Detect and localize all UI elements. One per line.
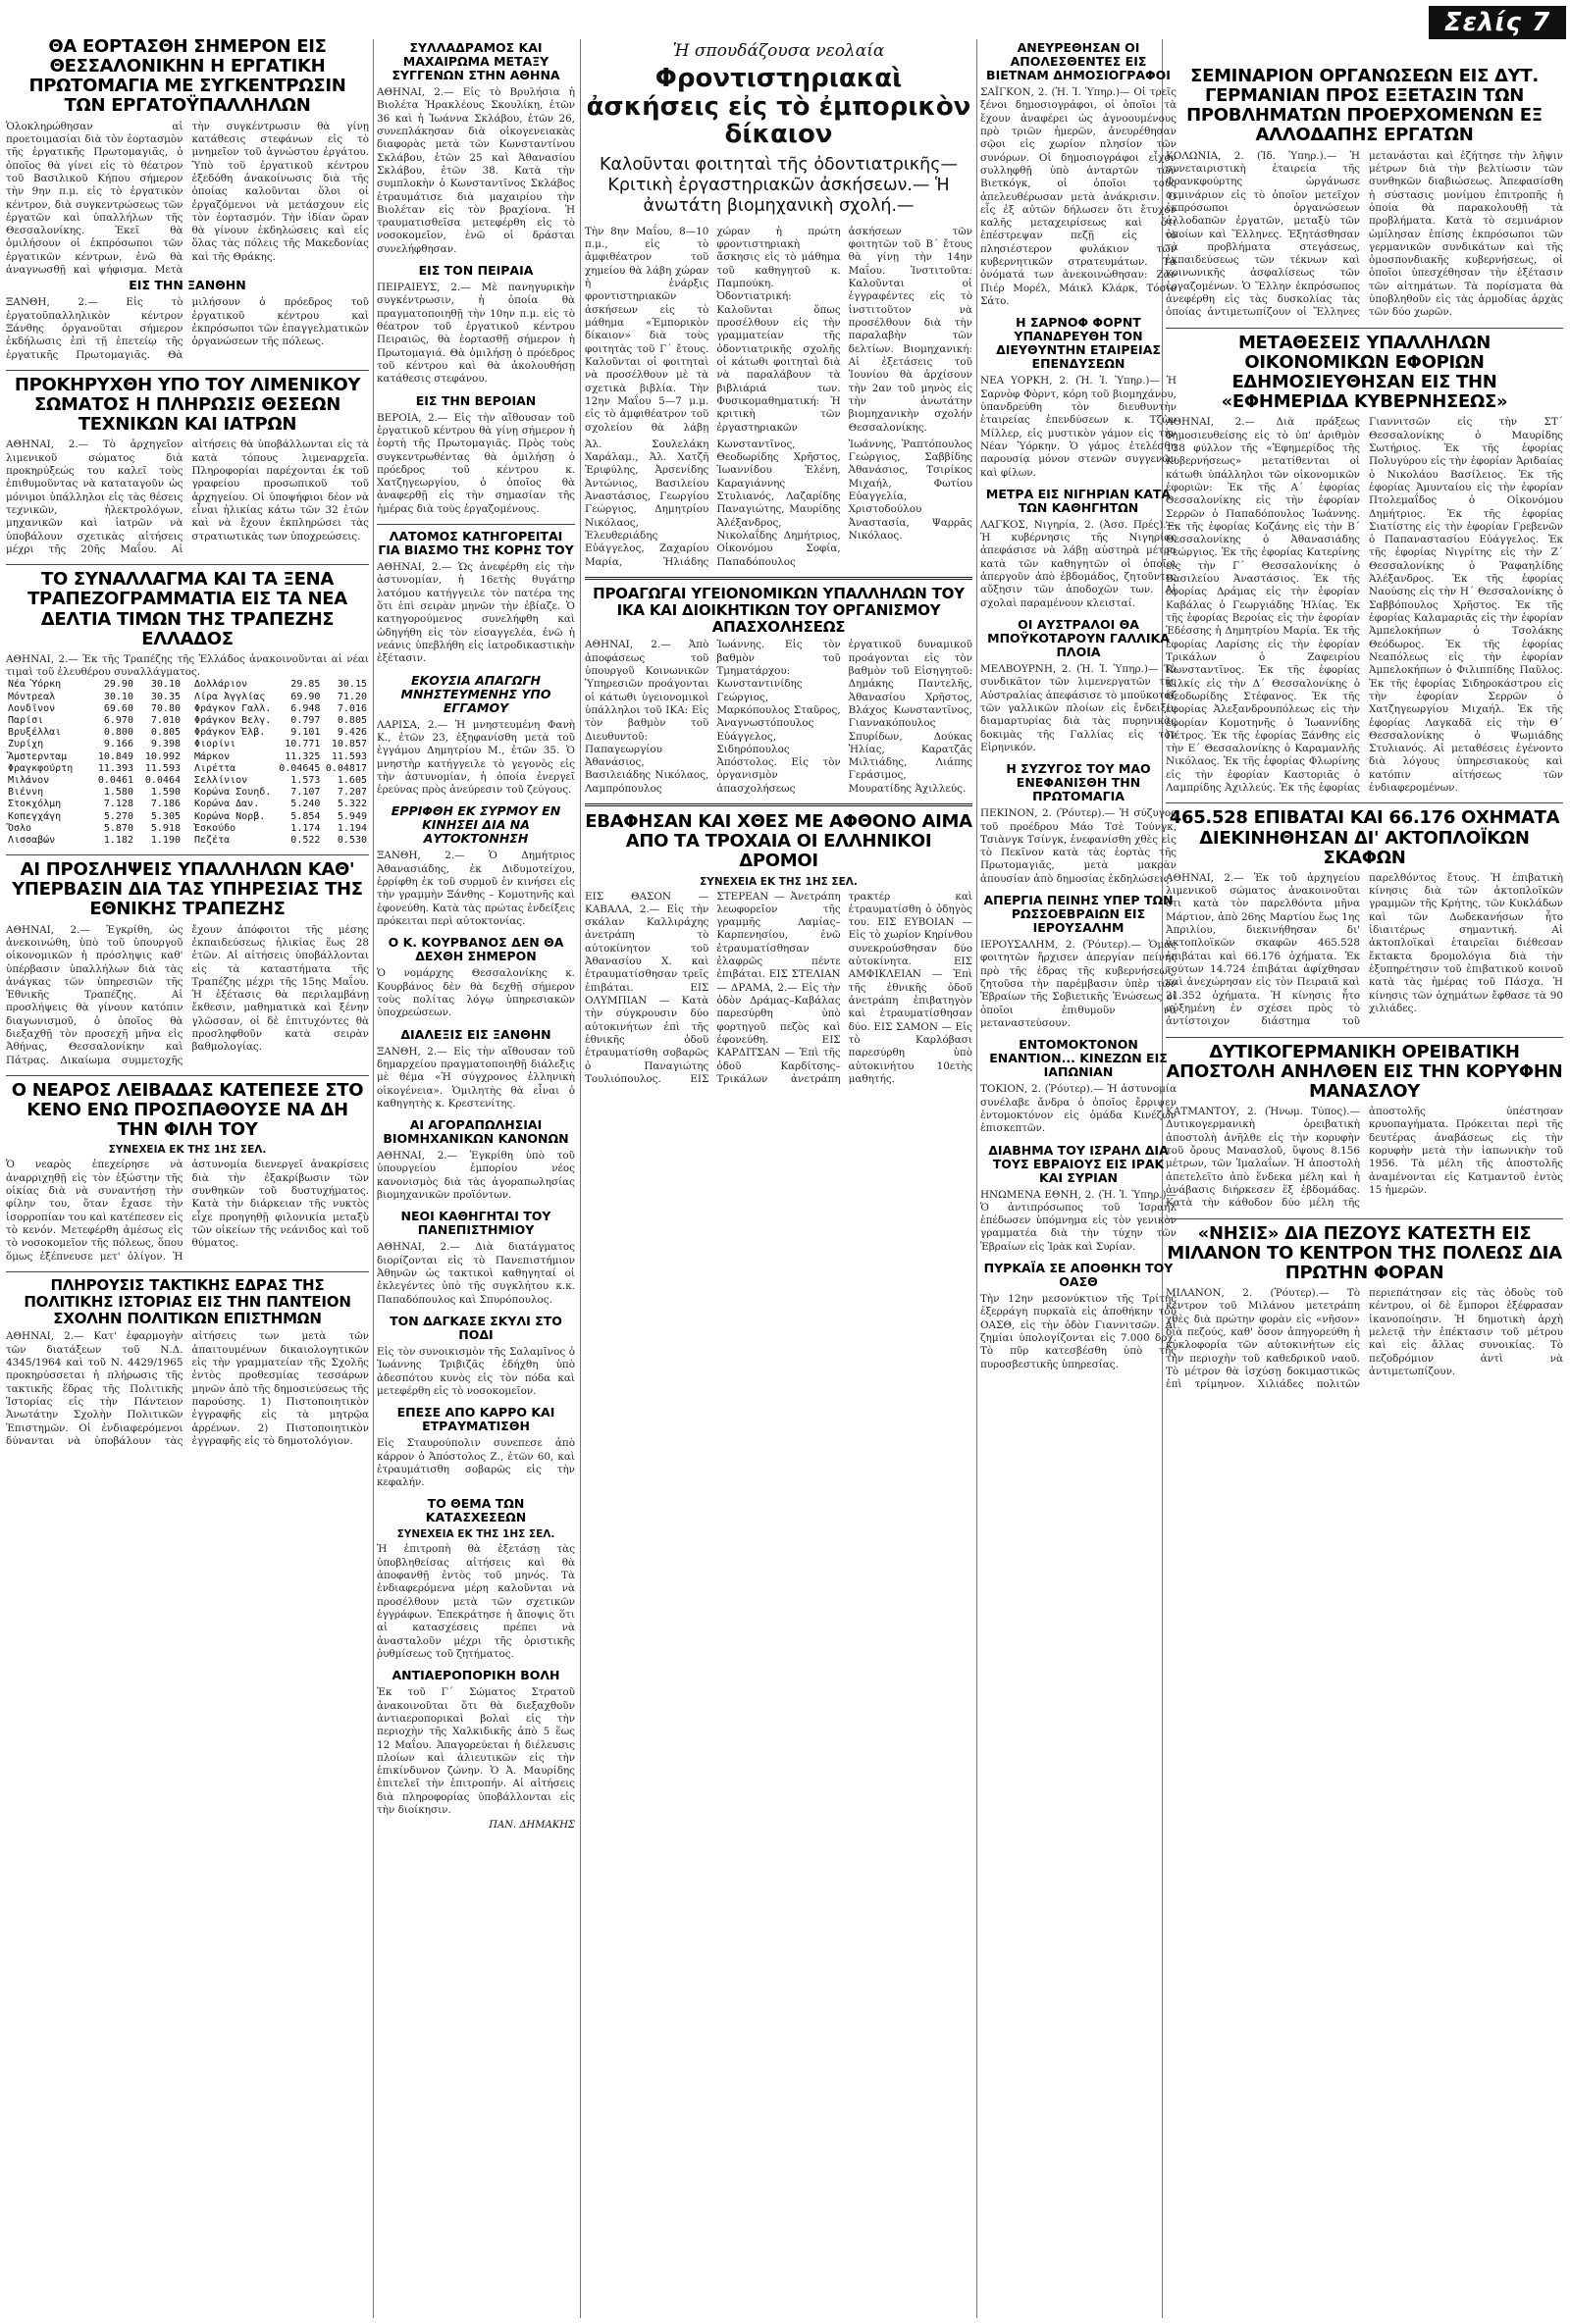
article-body: ΞΑΝΘΗ, 2.— Ὁ Δημήτριος Ἀθανασιάδης, ἐκ Διδυμοτείχου, ἐρρίφθη ἐκ τοῦ συρμοῦ ἐν κινήσει εἰς τὴν γραμμὴν Ξάνθης – Κομοτηνῆς καὶ ἐφονεύθη. Κατὰ τὰς πρώτας ἐνδείξεις πρόκειται περὶ αὐτοκτονίας. bbox=[377, 850, 575, 927]
headline: ΣΥΛΛΑΔΡΑΜΟΣ ΚΑΙ ΜΑΧΑΙΡΩΜΑ ΜΕΤΑΞΥ ΣΥΓΓΕΝΩΝ ΣΤΗΝ ΑΘΗΝΑ bbox=[392, 40, 560, 82]
currency-name: Λισσαβών bbox=[8, 834, 56, 846]
rate-value: 10.857 bbox=[331, 739, 367, 750]
headline: ΜΕΤΡΑ ΕΙΣ ΝΙΓΗΡΙΑΝ ΚΑΤΑ ΤΩΝ ΚΑΘΗΓΗΤΩΝ bbox=[985, 486, 1172, 515]
rate-value: 7.186 bbox=[150, 799, 181, 810]
headline: ΕΙΣ ΤΗΝ ΒΕΡΟΙΑΝ bbox=[415, 392, 537, 408]
currency-name: Μόντρεαλ bbox=[8, 691, 56, 702]
exchange-table-left bbox=[6, 679, 183, 847]
headline: ΕΡΡΙΦΘΗ ΕΚ ΣΥΡΜΟΥ ΕΝ ΚΙΝΗΣΕΙ ΔΙΑ ΝΑ ΑΥΤΟΚΤΟΝΗΣΗ bbox=[391, 803, 561, 847]
article-body: Εἰς τὸν συνοικισμὸν τῆς Σαλαμῖνος ὁ Ἰωάννης Τριβιζᾶς ἐδήχθη ὑπὸ ἀδεσπότου κυνὸς εἰς τὸν πόδα καὶ μετεφέρθη εἰς τὸ νοσοκομεῖον. bbox=[377, 1345, 575, 1397]
currency-name: Ἄμστερνταμ bbox=[8, 750, 68, 762]
article-tax-transfers bbox=[1166, 334, 1563, 796]
rate-value: 7.128 bbox=[103, 799, 133, 810]
headline: ΠΛΗΡΟΥΣΙΣ ΤΑΚΤΙΚΗΣ ΕΔΡΑΣ ΤΗΣ ΠΟΛΙΤΙΚΗΣ ΙΣΤΟΡΙΑΣ ΕΙΣ ΤΗΝ ΠΑΝΤΕΙΟΝ ΣΧΟΛΗΝ ΠΟΛΙΤΙΚΩΝ ΕΠΙΣΤΗΜΩΝ bbox=[24, 1275, 351, 1327]
article-road-accidents bbox=[585, 812, 972, 1086]
exchange-row bbox=[192, 679, 369, 691]
rate-value: 0.797 bbox=[290, 715, 321, 727]
article-port-corps bbox=[6, 376, 369, 556]
headline: ΠΡΟΚΗΡΥΧΘΗ ΥΠΟ ΤΟΥ ΛΙΜΕΝΙΚΟΥ ΣΩΜΑΤΟΣ Η ΠΛΗΡΩΣΙΣ ΘΕΣΕΩΝ ΤΕΧΝΙΚΩΝ ΚΑΙ ΙΑΤΡΩΝ bbox=[14, 374, 361, 436]
currency-name: Φράγκον Γαλλ. bbox=[194, 702, 272, 714]
exchange-row bbox=[6, 739, 183, 750]
rate-value: 0.530 bbox=[337, 834, 367, 846]
rate-value: 7.207 bbox=[337, 787, 367, 799]
article-japan bbox=[980, 1038, 1177, 1135]
article-industrial bbox=[377, 1118, 575, 1202]
article-body: Τὴν 8ην Μαΐου, 8—10 π.μ., εἰς τὸ ἀμφιθέατρον τοῦ χημείου θὰ λάβη χώραν ἡ ἐνάρξις φροντιστηριακῶν ἀσκήσεων εἰς τὸ μάθημα «Ἐμπορικὸν δίκαιον» διὰ τοὺς φοιτητὰς τοῦ Γ΄ ἔτους. Καλοῦνται οἱ φοιτηταὶ νὰ προσέλθουν μὲ τὰ σχετικὰ βιβλία. Τὴν 12ην Μαΐου 5—7 μ.μ. εἰς τὸ ἀμφιθέατρον τοῦ σχολείου θὰ λάβῃ χώραν ἡ πρώτη φροντιστηριακὴ ἄσκησις εἰς τὸ μάθημα τοῦ καθηγητοῦ κ. Παμπούκη. Ὀδοντιατρική: Καλοῦνται ὅπως προσέλθουν εἰς τὴν γραμματείαν τῆς ὀδοντιατρικῆς σχολῆς οἱ κάτωθι φοιτηταὶ διὰ νὰ παραλάβουν τὰ βιβλιάριά των. Φυσικομαθηματική: Ἡ κριτικὴ τῶν ἐργαστηριακῶν ἀσκήσεων τῶν φοιτητῶν τοῦ Β΄ ἔτους θὰ γίνῃ τὴν 14ην Μαΐου. Ἰνστιτοῦτα: Καλοῦνται οἱ ἐγγραφέντες εἰς τὸ ἰνστιτοῦτον νὰ προσέλθουν διὰ τὴν παραλαβὴν τῶν δελτίων. Βιομηχανική: Αἱ ἐξετάσεις τοῦ Ἰουνίου θὰ ἀρχίσουν τὴν 2αν τοῦ μηνὸς εἰς τὴν ἀνωτάτην βιομηχανικὴν σχολήν Θεσσαλονίκης. bbox=[585, 225, 972, 434]
rate-value: 10.992 bbox=[144, 750, 181, 762]
article-body: ΑΘΗΝΑΙ, 2.— Ἐγκρίθη ὑπὸ τοῦ ὑπουργείου ἐμπορίου νέος κανονισμὸς διὰ τὰς ἀγοραπωλησίας βιομηχανικῶν προϊόντων. bbox=[377, 1150, 575, 1202]
rate-value: 0.800 bbox=[103, 727, 133, 739]
headline: ΑΝΕΥΡΕΘΗΣΑΝ ΟΙ ΑΠΟΛΕΣΘΕΝΤΕΣ ΕΙΣ ΒΙΕΤΝΑΜ ΔΗΜΟΣΙΟΓΡΑΦΟΙ bbox=[986, 40, 1171, 82]
rate-value: 70.80 bbox=[150, 702, 181, 714]
article-israel bbox=[980, 1144, 1177, 1255]
rate-value: 5.305 bbox=[150, 810, 181, 822]
article-levadia bbox=[6, 1081, 369, 1264]
article-mao bbox=[980, 762, 1177, 886]
rate-value: 10.849 bbox=[97, 750, 133, 762]
continuation-label: ΣΥΝΕΧΕΙΑ ΕΚ ΤΗΣ 1ΗΣ ΣΕΛ. bbox=[700, 875, 858, 888]
currency-name: Φράγκον Ἑλβ. bbox=[194, 727, 266, 739]
exchange-row bbox=[6, 811, 183, 823]
headline: «ΝΗΣΙΣ» ΔΙΑ ΠΕΖΟΥΣ ΚΑΤΕΣΤΗ ΕΙΣ ΜΙΛΑΝΟΝ ΤΟ ΚΕΝΤΡΟΝ ΤΗΣ ΠΟΛΕΩΣ ΔΙΑ ΠΡΩΤΗΝ ΦΟΡΑΝ bbox=[1167, 1222, 1562, 1283]
article-labour-day bbox=[6, 37, 369, 362]
column-2 bbox=[377, 39, 575, 2324]
headline: ΕΝΤΟΜΟΚΤΟΝΟΝ ΕΝΑΝΤΙΟΝ... ΚΙΝΕΖΩΝ ΕΙΣ ΙΑΠΩΝΙΑΝ bbox=[989, 1037, 1168, 1080]
exchange-row bbox=[6, 679, 183, 691]
rate-value: 1.190 bbox=[150, 834, 181, 846]
article-body: ΕΙΣ ΘΑΣΟΝ — ΚΑΒΑΛΑ, 2.— Εἰς τὴν σκάλαν Καλλιράχης ἀνετράπη τὸ αὐτοκίνητον τοῦ Ἀθανασίου Χ. καὶ ἐτραυματίσθησαν τρεῖς ἐπιβάται. ΕΙΣ ΟΛΥΜΠΙΑΝ — Κατὰ τὴν σύγκρουσιν δύο αὐτοκινήτων ἐπὶ τῆς ἐθνικῆς ὁδοῦ ἐτραυματίσθη σοβαρῶς ὁ Παναγιώτης Τουλιόπουλος. ΕΙΣ ΣΤΕΡΕΑΝ — Ἀνετράπη λεωφορεῖον τῆς γραμμῆς Λαμίας–Καρπενησίου, ἐνῶ ἐτραυματίσθησαν ἐλαφρῶς πέντε ἐπιβάται. ΕΙΣ ΣΤΕΛΙΑΝ — ΔΡΑΜΑ, 2.— Εἰς τὴν ὁδὸν Δράμας–Καβάλας παρεσύρθη ὑπὸ φορτηγοῦ πεζὸς καὶ ἐφονεύθη. ΕΙΣ ΚΑΡΔΙΤΣΑΝ — Ἐπὶ τῆς ὁδοῦ Καρδίτσης–Τρικάλων ἀνετράπη τρακτέρ καὶ ἐτραυματίσθη ὁ ὁδηγὸς του. ΕΙΣ ΕΥΒΟΙΑΝ — Εἰς τὸ χωρίον Κηρίνθου συνεκρούσθησαν δύο αὐτοκίνητα. ΕΙΣ ΑΜΦΙΚΛΕΙΑΝ — Ἐπὶ τῆς ἐθνικῆς ὁδοῦ ἀνετράπη ἐπιβατηγὸν καὶ ἐτραυματίσθησαν δύο. ΕΙΣ ΣΑΜΟΝ — Εἰς τὸ Καρλόβασι παρεσύρθη ὑπὸ αὐτοκινήτου 10ετὴς μαθητής. bbox=[585, 890, 972, 1085]
currency-name: Μιλάνον bbox=[8, 774, 50, 786]
currency-name: Σελλίνιον bbox=[194, 774, 248, 786]
exchange-row bbox=[192, 775, 369, 787]
rate-value: 0.805 bbox=[337, 715, 367, 727]
article-xanthi-lecture bbox=[377, 1028, 575, 1111]
rate-value: 5.870 bbox=[103, 822, 133, 834]
rate-value: 11.393 bbox=[97, 762, 133, 774]
article-body: Εἰς Σταυρούπολιν συνεπεσε ἀπὸ κάρρον ὁ Ἀπόστολος Ζ., ἐτῶν 60, καὶ ἐτραυμάτισθη σοβαρῶς εἰς τὴν κεφαλήν. bbox=[377, 1437, 575, 1489]
byline: ΠΑΝ. ΔΗΜΑΚΗΣ bbox=[489, 1820, 575, 1832]
article-larissa bbox=[377, 674, 575, 798]
exchange-table-right bbox=[192, 679, 369, 847]
article-body: ΠΕΙΡΑΙΕΥΣ, 2.— Μὲ πανηγυρικὴν συγκέντρωσιν, ἡ ὁποία θὰ πραγματοποιηθῇ τὴν 10ην π.μ. εἰς τὸ θέατρον τοῦ ἐργατικοῦ κέντρου Πειραιῶς, θὰ ἑορτασθῇ σήμερον ἡ Πρωτομαγιά. Θὰ ὁμιλήσῃ ὁ πρόεδρος τοῦ κέντρου καὶ θὰ ἀκολουθήσῃ κατάθεσις στεφάνου. bbox=[377, 282, 575, 386]
rate-value: 0.522 bbox=[290, 834, 321, 846]
currency-name: Φραγκφούρτη bbox=[8, 762, 74, 774]
headline: ΛΑΤΟΜΟΣ ΚΑΤΗΓΟΡΕΙΤΑΙ ΓΙΑ ΒΙΑΣΜΟ ΤΗΣ ΚΟΡΗΣ ΤΟΥ bbox=[378, 529, 574, 558]
column-rule bbox=[976, 39, 977, 2318]
rate-value: 9.398 bbox=[150, 739, 181, 750]
rate-value: 5.322 bbox=[337, 799, 367, 810]
currency-name: Μάρκον bbox=[194, 750, 231, 762]
article-sarnoff bbox=[980, 316, 1177, 480]
article-body: ΑΘΗΝΑΙ, 2.— Τὸ ἀρχηγεῖον λιμενικοῦ σώματος διὰ προκηρύξεώς του καλεῖ τοὺς ἐπιθυμοῦντας νὰ καταταγοῦν ὡς μόνιμοι ὑπάλληλοι εἰς τὰς θέσεις τεχνικῶν, ἠλεκτρολόγων, μηχανικῶν καὶ ἰατρῶν νὰ ὑποβάλουν σχετικὰς αἰτήσεις μέχρι τῆς 20ῆς Μαΐου. Αἱ αἰτήσεις θὰ ὑποβάλλωνται εἰς τὰ κατὰ τόπους λιμεναρχεῖα. Πληροφορίαι παρέχονται ἐκ τοῦ γραφείου προσωπικοῦ τοῦ ἀρχηγείου. Οἱ ὑποψήφιοι δέον νὰ εἶναι ἡλικίας κάτω τῶν 32 ἐτῶν καὶ νὰ ἔχουν ἐκπληρώσει τὰς στρατιωτικὰς των ὑποχρεώσεις. bbox=[6, 439, 369, 555]
rate-value: 29.90 bbox=[103, 679, 133, 691]
article-stonecutter bbox=[377, 530, 575, 666]
exchange-row bbox=[192, 799, 369, 810]
rate-value: 5.270 bbox=[103, 810, 133, 822]
article-body: ΝΕΑ ΥΟΡΚΗ, 2. (Ἡ. Ἰ. Ὑπηρ.)— Ἡ Σαρνὸφ Φὸρντ, κόρη τοῦ βιομηχάνου, ὑπανδρεύθη τὸν διευθυντὴν ἑταιρείας ἐπενδύσεων κ. Τζὼν Μίλλερ, εἰς μυστικὸν γάμον εἰς τὴν Νέαν Ὑόρκην. Ὁ γάμος ἐτελέσθη παρουσίᾳ μόνον στενῶν συγγενῶν καὶ φίλων. bbox=[980, 375, 1177, 479]
article-body: ΚΑΤΜΑΝΤΟΥ, 2. (Ἡνωμ. Τύπος).— Δυτικογερμανικὴ ὀρειβατικὴ ἀποστολὴ ἀνῆλθε εἰς τὴν κορυφὴν τοῦ ὄρους Μανασλοῦ, ὕψους 8.156 μέτρων, τῶν Ἱμαλαΐων. Ἡ ἀποστολὴ ἀπετελεῖτο ἀπὸ ἕνδεκα μέλη καὶ ἡ ἀνάβασις διήρκεσεν ἕξ ἑβδομάδας. Κατὰ τὴν κάθοδον δύο μέλη τῆς ἀποστολῆς ὑπέστησαν κρυοπαγήματα. Πρόκειται περὶ τῆς δευτέρας ἀναβάσεως εἰς τὴν κορυφὴν μετὰ τὴν ἰαπωνικὴν τοῦ 1956. Τὰ μέλη τῆς ἀποστολῆς ἀναμένονται εἰς Κατμαντοῦ ἐντὸς 15 ἡμερῶν. bbox=[1166, 1106, 1563, 1210]
rate-value: 9.101 bbox=[290, 727, 321, 739]
rate-value: 1.194 bbox=[337, 822, 367, 834]
headline: ΤΟ ΘΕΜΑ ΤΩΝ ΚΑΤΑΣΧΕΣΕΩΝ bbox=[425, 1496, 527, 1525]
rate-value: 0.0464 bbox=[144, 774, 181, 786]
currency-name: Φιορίνι bbox=[194, 739, 236, 750]
currency-name: Νέα Ὑόρκη bbox=[8, 679, 62, 691]
article-dog bbox=[377, 1315, 575, 1398]
rate-value: 5.240 bbox=[290, 799, 321, 810]
article-seizures bbox=[377, 1497, 575, 1661]
feature-deck: Καλοῦνται φοιτηταὶ τῆς ὀδοντιατρικῆς— Κριτικὴ ἐργαστηριακῶν ἀσκήσεων.— Ἡ ἀνωτάτη βιομηχανικὴ σχολή.— bbox=[600, 154, 958, 217]
exchange-row bbox=[192, 787, 369, 799]
column-1 bbox=[6, 35, 369, 2324]
article-knives bbox=[377, 41, 575, 256]
rate-value: 7.016 bbox=[337, 702, 367, 714]
currency-name: Κορώνα Δαν. bbox=[194, 799, 260, 810]
article-hunger-strike bbox=[980, 894, 1177, 1030]
currency-name: Λονδῖνον bbox=[8, 702, 56, 714]
headline: ΕΚΟΥΣΙΑ ΑΠΑΓΩΓΗ ΜΝΗΣΤΕΥΜΕΝΗΣ ΥΠΟ ΕΓΓΑΜΟΥ bbox=[400, 672, 551, 715]
column-4 bbox=[980, 39, 1177, 2324]
feature-headline: Φροντιστηριακαὶ ἀσκήσεις εἰς τὸ ἐμπορικὸν δίκαιον bbox=[586, 64, 971, 150]
article-body: ΑΘΗΝΑΙ, 2.— Ἐγκρίθη, ὡς ἀνεκοινώθη, ὑπὸ τοῦ ὑπουργοῦ οἰκονομικῶν ἡ πρόσληψις καθ' ὑπέρβασιν ὑπαλλήλων διὰ τὰς ἀνάγκας τῶν ὑπηρεσιῶν τῆς Ἐθνικῆς Τραπέζης. Αἱ προσλήψεις θὰ γίνουν κατόπιν διαγωνισμοῦ, ὁ ὁποῖος θὰ διεξαχθῇ τὸν προσεχῆ μῆνα εἰς Ἀθήνας, Θεσσαλονίκην καὶ Πάτρας. Δικαίωμα συμμετοχῆς ἔχουν ἀπόφοιτοι τῆς μέσης ἐκπαιδεύσεως ἡλικίας ἕως 28 ἐτῶν. Αἱ αἰτήσεις ὑποβάλλονται εἰς τὰ καταστήματα τῆς Τραπέζης μέχρι τῆς 15ης Μαΐου. Ἡ ἐξέτασις θὰ περιλαμβάνῃ ἔκθεσιν, μαθηματικὰ καὶ ξένην γλῶσσαν, οἱ δὲ ἐπιτυχόντες θὰ προσληφθοῦν κατὰ σειρὰν βαθμολογίας. bbox=[6, 923, 369, 1066]
currency-name: Πεζέτα bbox=[194, 834, 231, 846]
article-bank-hiring bbox=[6, 860, 369, 1067]
article-train bbox=[377, 804, 575, 928]
exchange-row bbox=[192, 835, 369, 847]
article-panteios bbox=[6, 1277, 369, 1448]
exchange-row bbox=[192, 763, 369, 775]
headline: ΕΠΕΣΕ ΑΠΟ ΚΑΡΡΟ ΚΑΙ ΕΤΡΑΥΜΑΤΙΣΘΗ bbox=[396, 1405, 555, 1434]
rate-value: 5.949 bbox=[337, 810, 367, 822]
continuation-label: ΣΥΝΕΧΕΙΑ ΕΚ ΤΗΣ 1ΗΣ ΣΕΛ. bbox=[396, 1528, 555, 1541]
headline: ΕΙΣ ΤΟΝ ΠΕΙΡΑΙΑ bbox=[418, 263, 534, 279]
article-body: Τὴν 12ην μεσονύκτιον τῆς Τρίτης ἐξερράγη πυρκαϊὰ εἰς ἀποθήκην τοῦ ΟΑΣΘ, εἰς τὴν ὁδὸν Γιαννιτσῶν. Αἱ ζημίαι ὑπολογίζονται εἰς 7.000 δρχ. Τὸ πῦρ κατεσβέσθη ὑπὸ τῆς πυροσβεστικῆς ὑπηρεσίας. bbox=[980, 1293, 1177, 1370]
rate-value: 6.948 bbox=[290, 702, 321, 714]
article-cart bbox=[377, 1406, 575, 1489]
rate-value: 30.35 bbox=[150, 691, 181, 702]
rate-value: 30.10 bbox=[150, 679, 181, 691]
headline: Η ΣΑΡΝΟΦ ΦΟΡΝΤ ΥΠΑΝΔΡΕΥΘΗ ΤΟΝ ΔΙΕΥΘΥΝΤΗΝ ΕΤΑΙΡΕΙΑΣ ΕΠΕΝΔΥΣΕΩΝ bbox=[996, 315, 1161, 372]
rate-value: 11.325 bbox=[285, 750, 321, 762]
currency-name: Στοκχόλμη bbox=[8, 799, 62, 810]
exchange-row bbox=[6, 763, 183, 775]
rate-value: 71.20 bbox=[337, 691, 367, 702]
exchange-row bbox=[6, 823, 183, 835]
exchange-row bbox=[192, 811, 369, 823]
rate-value: 0.04645 bbox=[279, 762, 321, 774]
rate-value: 11.593 bbox=[331, 750, 367, 762]
headline: Η ΣΥΖΥΓΟΣ ΤΟΥ ΜΑΟ ΕΝΕΦΑΝΙΣΘΗ ΤΗΝ ΠΡΩΤΟΜΑΓΙΑ bbox=[1006, 761, 1151, 804]
headline: ΑΝΤΙΑΕΡΟΠΟΡΙΚΗ ΒΟΛΗ bbox=[392, 1668, 560, 1683]
article-body: Ὁ νομάρχης Θεσσαλονίκης κ. Κουρβάνος δὲν θὰ δεχθῇ σήμερον τοὺς πολίτας λόγῳ ὑπηρεσιακῶν ὑποχρεώσεων. bbox=[377, 967, 575, 1019]
column-5 bbox=[1166, 65, 1563, 2324]
article-manaslu bbox=[1166, 1043, 1563, 1211]
headline: Ο Κ. ΚΟΥΡΒΑΝΟΣ ΔΕΝ ΘΑ ΔΕΧΘΗ ΣΗΜΕΡΟΝ bbox=[388, 935, 564, 964]
exchange-row bbox=[192, 727, 369, 739]
rate-value: 7.010 bbox=[150, 715, 181, 727]
exchange-rate-tables bbox=[6, 679, 369, 847]
rate-value: 7.107 bbox=[290, 787, 321, 799]
article-fire bbox=[980, 1262, 1177, 1371]
headline: ΕΒΑΦΗΣΑΝ ΚΑΙ ΧΘΕΣ ΜΕ ΑΦΘΟΝΟ ΑΙΜΑ ΑΠΟ ΤΑ ΤΡΟΧΑΙΑ ΟΙ ΕΛΛΗΝΙΚΟΙ ΔΡΟΜΟΙ bbox=[585, 811, 972, 872]
article-body: ΞΑΝΘΗ, 2.— Εἰς τὴν αἴθουσαν τοῦ δημαρχείου πραγματοποιηθῇ διάλεξις μὲ θέμα «Ἡ σύγχρονος ἑλληνικὴ οἰκογένεια». Ὁμιλητὴς θὰ εἶναι ὁ καθηγητὴς κ. Κρεστενίτης. bbox=[377, 1045, 575, 1110]
headline: ΣΕΜΙΝΑΡΙΟΝ ΟΡΓΑΝΩΣΕΩΝ ΕΙΣ ΔΥΤ. ΓΕΡΜΑΝΙΑΝ ΠΡΟΣ ΕΞΕΤΑΣΙΝ ΤΩΝ ΠΡΟΒΛΗΜΑΤΩΝ ΠΡΟΕΡΧΟΜΕΝΩΝ ΕΞ ΑΛΛΟΔΑΠΗΣ ΕΡΓΑΤΩΝ bbox=[1186, 66, 1543, 146]
headline: ΘΑ ΕΟΡΤΑΣΘΗ ΣΗΜΕΡΟΝ ΕΙΣ ΘΕΣΣΑΛΟΝΙΚΗΝ Η ΕΡΓΑΤΙΚΗ ΠΡΩΤΟΜΑΓΙΑ ΜΕ ΣΥΓΚΕΝΤΡΩΣΙΝ ΤΩΝ ΕΡΓΑΤΟΫΠΑΛΛΗΛΩΝ bbox=[28, 36, 346, 117]
currency-name: Λιρέττα bbox=[194, 762, 236, 774]
rate-value: 30.15 bbox=[337, 679, 367, 691]
currency-name: Κορώνα Σουηδ. bbox=[194, 787, 272, 799]
rate-value: 69.90 bbox=[290, 691, 321, 702]
rate-value: 0.04817 bbox=[325, 762, 367, 774]
rate-value: 11.593 bbox=[144, 762, 181, 774]
article-body: ΑΘΗΝΑΙ, 2.— Ἀπὸ ἀποφάσεως τοῦ ὑπουργοῦ Κοινωνικῶν Ὑπηρεσιῶν προάγονται οἱ κάτωθι ὑγειονομικοὶ ὑπάλληλοι τοῦ ΙΚΑ: Εἰς τὸν βαθμὸν τοῦ Διευθυντοῦ: Παπαγεωργίου Ἀθανάσιος, Βασιλειάδης Νικόλαος, Λαμπρόπουλος Ἰωάννης. Εἰς τὸν βαθμὸν τοῦ Τμηματάρχου: Κωνσταντινίδης Γεώργιος, Μαρκόπουλος Σταῦρος, Ἀναγνωστόπουλος Εὐάγγελος, Σιδηρόπουλος Ἀπόστολος. Εἰς τὸν ὀργανισμὸν ἀπασχολήσεως ἐργατικοῦ δυναμικοῦ προάγονται εἰς τὸν βαθμὸν τοῦ Εἰσηγητοῦ: Δημάκης Παντελῆς, Ἀθανασίου Χρῆστος, Βλάχος Κωνσταντῖνος, Γιαννακόπουλος Σπυρίδων, Δούκας Ἠλίας, Καρατζᾶς Μιλτιάδης, Λιάπης Γεράσιμος, Μουρατίδης Ἀχιλλεύς. bbox=[585, 639, 972, 795]
article-professors bbox=[377, 1210, 575, 1307]
article-body: ΣΑΪΓΚΟΝ, 2. (Ἡ. Ἰ. Ὑπηρ.)— Οἱ τρεῖς ξένοι δημοσιογράφοι, οἱ ὁποῖοι τὰ ἔχουν ἀναφέρει ὡς ἀγνοουμένους πρὸ τριῶν ἡμερῶν, ἀνευρέθησαν σῷοι εἰς χωρίον πλησίον τῶν συνόρων. Οἱ δημοσιογράφοι εἶχον συλληφθῇ ὑπὸ ἀνταρτῶν τῶν Βιετκόγκ, οἱ ὁποῖοι τοὺς ἀπελευθέρωσαν μετὰ ἀνάκρισιν. Ὁ εἷς ἐξ αὐτῶν δήλωσεν ὅτι ἔτυχον καλῆς μεταχειρίσεως καὶ ὅτι ἐπέστρεψαν πεζῇ εἰς τὸ πλησιέστερον φυλάκιον τῶν κυβερνητικῶν στρατευμάτων. Τὰ ὀνόματά των ἀνεκοινώθησαν: Ζὰν Πιέρ Μορέλ, Μάικλ Κλάρκ, Τόσιο Σάτο. bbox=[980, 86, 1177, 307]
exchange-row bbox=[192, 715, 369, 727]
rate-value: 5.854 bbox=[290, 810, 321, 822]
currency-name: Κορώνα Νορβ. bbox=[194, 810, 266, 822]
exchange-row bbox=[192, 703, 369, 715]
exchange-row bbox=[192, 751, 369, 763]
rate-value: 1.174 bbox=[290, 822, 321, 834]
rate-value: 1.590 bbox=[150, 787, 181, 799]
article-australia bbox=[980, 618, 1177, 754]
article-body: ΛΑΓΚΟΣ, Νιγηρία, 2. (Ἀσσ. Πρές).— Ἡ κυβέρνησις τῆς Νιγηρίας ἀπεφάσισε νὰ λάβῃ αὐστηρὰ μέτρα κατὰ τῶν καθηγητῶν οἱ ὁποῖοι ἀπεργοῦν ἀπὸ ἑβδομάδος, ζητοῦντες αὔξησιν τῶν ἀποδοχῶν των. Αἱ σχολαὶ παραμένουν κλεισταί. bbox=[980, 518, 1177, 609]
exchange-row bbox=[6, 727, 183, 739]
rate-value: 1.580 bbox=[103, 787, 133, 799]
article-body: ΑΘΗΝΑΙ, 2.— Ὡς ἀνεφέρθη εἰς τὴν ἀστυνομίαν, ἡ 16ετὴς θυγάτηρ λατόμου κατήγγειλε τὸν πατέρα της ὅτι ἐπὶ σειρὰν μηνῶν τὴν ἐβίαζε. Ὁ κατηγορούμενος συνελήφθη καὶ ὡδηγήθη εἰς τὸν εἰσαγγελέα, ἐνῶ ἡ νεάνις ὑπεβλήθη εἰς ἰατροδικαστικὴν ἐξέτασιν. bbox=[377, 561, 575, 665]
currency-name: Βιέννη bbox=[8, 787, 44, 799]
rate-value: 9.166 bbox=[103, 739, 133, 750]
article-body: ΙΕΡΟΥΣΑΛΗΜ, 2. (Ῥόυτερ).— Ὁμὰς φοιτητῶν ἤρχισεν ἀπεργίαν πείνης πρὸ τῆς ἑδρας τῆς κυβερνήσεως, ζητοῦσα τὴν παρέμβασιν ὑπὲρ τῶν Ἑβραίων τῆς Σοβιετικῆς Ἑνώσεως οἱ ὁποῖοι ἐπιθυμοῦν νὰ μεταναστεύσουν. bbox=[980, 939, 1177, 1029]
rate-value: 9.426 bbox=[337, 727, 367, 739]
exchange-row bbox=[6, 751, 183, 763]
currency-name: Βρυξέλλαι bbox=[8, 727, 62, 739]
article-body: ΞΑΝΘΗ, 2.— Εἰς τὸ ἐργατοϋπαλληλικὸν κέντρον Ξάνθης ὀργανοῦται σήμερον ἐκδήλωσις ἐπὶ τῇ ἐπετείῳ τῆς ἐργατικῆς Πρωτομαγιᾶς. Θὰ μιλήσουν ὁ πρόεδρος τοῦ ἐργατικοῦ κέντρου καὶ ἐκπρόσωποι τῶν ἐπαγγελματικῶν ὀργανώσεων τῆς πόλεως. bbox=[6, 296, 369, 361]
exchange-row bbox=[6, 787, 183, 799]
column-rule bbox=[580, 39, 581, 2318]
article-body: ΑΘΗΝΑΙ, 2.— Ἐκ τῆς Τραπέζης τῆς Ἑλλάδος ἀνακοινοῦνται αἱ νέαι τιμαὶ τοῦ ἐλευθέρου συναλλάγματος. bbox=[6, 652, 369, 679]
article-body: ΗΝΩΜΕΝΑ ΕΘΝΗ, 2. (Ἡ. Ἰ. Ὑπηρ.)— Ὁ ἀντιπρόσωπος τοῦ Ἰσραὴλ ἐπέδωσεν ὑπόμνημα εἰς τὸν γενικὸν γραμματέα διὰ τὴν τύχην τῶν Ἑβραίων εἰς Ἰρὰκ καὶ Συρίαν. bbox=[980, 1188, 1177, 1253]
article-kourbanos bbox=[377, 936, 575, 1019]
article-milan bbox=[1166, 1224, 1563, 1392]
rate-value: 1.182 bbox=[103, 834, 133, 846]
headline: ΑΙ ΑΓΟΡΑΠΩΛΗΣΙΑΙ ΒΙΟΜΗΧΑΝΙΚΩΝ ΚΑΝΟΝΩΝ bbox=[383, 1117, 569, 1147]
rate-value: 1.573 bbox=[290, 774, 321, 786]
headline: ΠΡΟΑΓΩΓΑΙ ΥΓΕΙΟΝΟΜΙΚΩΝ ΥΠΑΛΛΗΛΩΝ ΤΟΥ ΙΚΑ ΚΑΙ ΔΙΟΙΚΗΤΙΚΩΝ ΤΟΥ ΟΡΓΑΝΙΣΜΟΥ ΑΠΑΣΧΟΛΗΣΕΩΣ bbox=[593, 584, 965, 636]
article-body: ΛΑΡΙΣΑ, 2.— Ἡ μνηστευμένη Φανὴ Κ., ἐτῶν 23, ἐξηφανίσθη μετὰ τοῦ ἐγγάμου Δημητρίου Μ., ἐτῶν 35. Ὁ μνηστὴρ κατήγγειλε τὸ γεγονὸς εἰς τὴν ἀστυνομίαν, ἡ ὁποία ἐνεργεῖ ἐρεύνας πρὸς ἀνεύρεσιν τοῦ ζεύγους. bbox=[377, 718, 575, 797]
headline: ΝΕΟΙ ΚΑΘΗΓΗΤΑΙ ΤΟΥ ΠΑΝΕΠΙΣΤΗΜΙΟΥ bbox=[400, 1209, 551, 1238]
headline: ΤΟ ΣΥΝΑΛΛΑΓΜΑ ΚΑΙ ΤΑ ΞΕΝΑ ΤΡΑΠΕΖΟΓΡΑΜΜΑΤΙΑ ΕΙΣ ΤΑ ΝΕΑ ΔΕΛΤΙΑ ΤΙΜΩΝ ΤΗΣ ΤΡΑΠΕΖΗΣ ΕΛΛΑΔΟΣ bbox=[27, 569, 347, 649]
article-body: ΑΘΗΝΑΙ, 2.— Διὰ πράξεως δημοσιευθείσης εἰς τὸ ὑπ' ἀριθμὸν 138 φύλλον τῆς «Ἐφημερίδος τῆς Κυβερνήσεως» μετατίθενται οἱ κάτωθι ὑπάλληλοι τῶν οἰκονομικῶν ἐφοριῶν: Ἐκ τῆς Α΄ ἐφορίας Θεσσαλονίκης εἰς τὴν ἐφορίαν Σερρῶν ὁ Παπαδόπουλος Ἰωάννης. Ἐκ τῆς ἐφορίας Κοζάνης εἰς τὴν Β΄ Θεσσαλονίκης ὁ Ἀθανασιάδης Γεώργιος. Ἐκ τῆς ἐφορίας Κατερίνης εἰς τὴν Γ΄ Θεσσαλονίκης ὁ Βασιλείου Ἀναστάσιος. Ἐκ τῆς ἐφορίας Δράμας εἰς τὴν ἐφορίαν Καβάλας ὁ Γεωργιάδης Ἠλίας. Ἐκ τῆς ἐφορίας Βεροίας εἰς τὴν ἐφορίαν Ἐδέσσης ἡ Δημητρίου Μαρία. Ἐκ τῆς ἐφορίας Λαρίσης εἰς τὴν ἐφορίαν Τρικάλων ὁ Ζαφειρίου Κωνσταντῖνος. Ἐκ τῆς ἐφορίας Κιλκίς εἰς τὴν Δ΄ Θεσσαλονίκης ὁ Θεοδωρίδης Στέφανος. Ἐκ τῆς ἐφορίας Ἀλεξανδρουπόλεως εἰς τὴν ἐφορίαν Κομοτηνῆς ὁ Ἰωαννίδης Πέτρος. Ἐκ τῆς ἐφορίας Ξάνθης εἰς τὴν Ε΄ Θεσσαλονίκης ὁ Καραμανλῆς Νικόλαος. Ἐκ τῆς ἐφορίας Φλωρίνης εἰς τὴν ἐφορίαν Καστοριᾶς ὁ Λαμπρίδης Ἀχιλλεύς. Ἐκ τῆς ἐφορίας Γιαννιτσῶν εἰς τὴν ΣΤ΄ Θεσσαλονίκης ὁ Μαυρίδης Σωτήριος. Ἐκ τῆς ἐφορίας Πολυγύρου εἰς τὴν ἐφορίαν Ἀριδαίας ὁ Νικολάου Βασίλειος. Ἐκ τῆς ἐφορίας Ἀμυνταίου εἰς τὴν ἐφορίαν Πτολεμαΐδος ὁ Οἰκονόμου Δημήτριος. Ἐκ τῆς ἐφορίας Σιατίστης εἰς τὴν ἐφορίαν Γρεβενῶν ὁ Παπαναστασίου Εὐάγγελος. Ἐκ τῆς ἐφορίας Νιγρίτης εἰς τὴν Ζ΄ Θεσσαλονίκης ὁ Ῥαφαηλίδης Ἀλέξανδρος. Ἐκ τῆς ἐφορίας Ναούσης εἰς τὴν Η΄ Θεσσαλονίκης ὁ Σαββόπουλος Χρῆστος. Ἐκ τῆς ἐφορίας Καλαμαριᾶς εἰς τὴν ἐφορίαν Ἀμπελοκήπων ὁ Τσολάκης Θεόδωρος. Ἐκ τῆς ἐφορίας Νεαπόλεως εἰς τὴν ἐφορίαν Ἀμπελοκήπων ὁ Φιλιππίδης Παῦλος. Ἐκ τῆς ἐφορίας Σιδηροκάστρου εἰς τὴν ἐφορίαν Σερρῶν ὁ Χατζηγεωργίου Μιχαήλ. Ἐκ τῆς ἐφορίας Λαγκαδᾶ εἰς τὴν Θ΄ Θεσσαλονίκης ὁ Ψωμιάδης Στυλιανός. Αἱ μεταθέσεις ἐγένοντο διὰ λόγους ὑπηρεσιακοὺς καὶ κατόπιν αἰτήσεως τῶν ἐνδιαφερομένων. bbox=[1166, 416, 1563, 795]
article-body: ΑΘΗΝΑΙ, 2.— Εἰς τὸ Βρυλήσια ἡ Βιολέτα Ἡρακλέους Σκουλίκη, ἐτῶν 36 καὶ ἡ Ἰωάννα Σκλάβου, ἐτῶν 26, συνεπλάκησαν διὰ οἰκογενειακὰς διαφορὰς μετὰ τῶν Κωνσταντίνου Σκλάβου, ἐτῶν 25 καὶ Ἀθανασίου Σκλάβου, ἐτῶν 38. Κατὰ τὴν συμπλοκὴν ὁ Κωνσταντῖνος Σκλάβος ἐτραυμάτισε διὰ μαχαιρίου τὴν Βιολέταν εἰς τὸν βραχίονα. Ἡ τραυματισθεῖσα μετεφέρθη εἰς τὸ νοσοκομεῖον, ἐνῶ οἱ δράσται συνελήφθησαν. bbox=[377, 86, 575, 255]
rate-value: 6.970 bbox=[103, 715, 133, 727]
currency-name: Ζυρίχη bbox=[8, 739, 44, 750]
exchange-row bbox=[6, 703, 183, 715]
article-body: ΜΙΛΑΝΟΝ, 2. (Ῥόυτερ).— Τὸ κέντρον τοῦ Μιλάνου μετετράπη χθὲς διὰ πρώτην φορὰν εἰς «νῆσον» διὰ πεζούς, καθ' ὅσον ἀπηγορεύθη ἡ κυκλοφορία τῶν αὐτοκινήτων εἰς τὴν περιοχὴν τοῦ καθεδρικοῦ ναοῦ. Τὸ μέτρον θὰ ἰσχύσῃ δοκιμαστικῶς ἐπὶ τρίμηνον. Χιλιάδες πολιτῶν περιεπάτησαν εἰς τὰς ὁδοὺς τοῦ κέντρου, οἱ δὲ ἔμποροι ἐξέφρασαν ἱκανοποίησιν. Ἡ δημοτικὴ ἀρχὴ μελετᾷ τὴν ἐπέκτασιν τοῦ μέτρου καὶ εἰς ἄλλας συνοικίας. Τὸ πεζοδρόμιον ἀντὶ νὰ ἀντιμετωπίζουν. bbox=[1166, 1287, 1563, 1391]
article-body: Ἐκ τοῦ Γ΄ Σώματος Στρατοῦ ἀνακοινοῦται ὅτι θὰ διεξαχθοῦν ἀντιαεροπορικαὶ βολαὶ εἰς τὴν περιοχὴν τῆς Χαλκιδικῆς ἀπὸ 5 ἕως 12 Μαΐου. Ἀπαγορεύεται ἡ διέλευσις πλοίων καὶ ἁλιευτικῶν εἰς τὴν ἐπικίνδυνον ζώνην. Ὁ Ἀ. Μαυρίδης ἐπιτελεῖ τὴν ἐπιτροπήν. Αἱ αἰτήσεις διὰ πληροφορίας ὑποβάλλονται εἰς τὴν διοίκησιν. bbox=[377, 1686, 575, 1817]
rate-value: 1.605 bbox=[337, 774, 367, 786]
rate-value: 69.60 bbox=[103, 702, 133, 714]
currency-name: Φράγκον Βελγ. bbox=[194, 715, 272, 727]
article-body: ΑΘΗΝΑΙ, 2.— Ἐκ τοῦ ἀρχηγείου λιμενικοῦ σώματος ἀνακοινοῦται ὅτι κατὰ τὸν παρελθόντα μῆνα Μάρτιον, ἀπὸ 26ης Μαρτίου ἕως 1ης Ἀπριλίου, διεκινήθησαν δι' ἀκτοπλοϊκῶν σκαφῶν 465.528 ἐπιβάται καὶ 66.176 ὀχήματα. Ἐκ τούτων 14.724 ἐπιβάται ἀφίχθησαν καὶ ἀνεχώρησαν εἰς τὸν Πειραιᾶ καὶ 21.352 ὀχήματα. Ἡ κίνησις ἦτο αὐξημένη ἐν σχέσει πρὸς τὸ ἀντίστοιχον διάστημα τοῦ παρελθόντος ἔτους. Ἡ ἐπιβατικὴ κίνησις διὰ τῶν ἀκτοπλοϊκῶν γραμμῶν τῆς Κρήτης, τῶν Κυκλάδων καὶ τῶν Δωδεκανήσων ἦτο ἰδιαιτέρως σημαντική. Αἱ ἀκτοπλοϊκαὶ ἑταιρεῖαι διέθεσαν ἔκτακτα δρομολόγια διὰ τὴν ἐξυπηρέτησιν τοῦ ἐπιβατικοῦ κοινοῦ κατὰ τὰς ἡμέρας τοῦ Πάσχα. Ἡ κίνησις τῶν ὀχημάτων ἔφθασε τὰ 90 χιλιάδες. bbox=[1166, 871, 1563, 1028]
currency-name: Παρίσι bbox=[8, 715, 44, 727]
column-rule bbox=[373, 39, 374, 2318]
currency-name: Δολλάριον bbox=[194, 679, 248, 691]
page-number-flag: Σελίς 7 bbox=[1429, 6, 1566, 39]
currency-name: Λίρα Ἀγγλίας bbox=[194, 691, 266, 702]
article-body: ΑΘΗΝΑΙ, 2.— Κατ' ἐφαρμογὴν τῶν διατάξεων τοῦ Ν.Δ. 4345/1964 καὶ τοῦ Ν. 4429/1965 προκηρύσσεται ἡ πλήρωσις τῆς τακτικῆς ἕδρας τῆς Πολιτικῆς Ἱστορίας εἰς τὴν Πάντειον Ἀνωτάτην Σχολὴν Πολιτικῶν Ἐπιστημῶν. Οἱ ἐνδιαφερόμενοι δύνανται νὰ ὑποβάλουν τὰς αἰτήσεις των μετὰ τῶν ἀπαιτουμένων δικαιολογητικῶν εἰς τὴν γραμματείαν τῆς Σχολῆς ἐντὸς προθεσμίας τεσσάρων μηνῶν ἀπὸ τῆς δημοσιεύσεως τῆς παρούσης. 1) Πιστοποιητικὸν ἐγγραφῆς εἰς τὰ μητρῷα ἀρρένων. 2) Πιστοποιητικὸν ἐγγραφῆς εἰς τὸ δημοτολόγιον. bbox=[6, 1330, 369, 1447]
rate-value: 0.805 bbox=[150, 727, 181, 739]
rate-value: 0.0461 bbox=[97, 774, 133, 786]
exchange-row bbox=[6, 799, 183, 810]
article-body: ΜΕΛΒΟΥΡΝΗ, 2. (Ἡ. Ἰ. Ὑπηρ.)— Τὸ συνδικᾶτον τῶν λιμενεργατῶν τῆς Αὐστραλίας ἀπεφάσισε τὸ μποϋκοτάζ τῶν γαλλικῶν πλοίων εἰς ἔνδειξιν διαμαρτυρίας διὰ τὰς πυρηνικὰς δοκιμὰς τῆς Γαλλίας εἰς τὸν Εἰρηνικόν. bbox=[980, 663, 1177, 753]
exchange-row bbox=[192, 823, 369, 835]
subheadline: ΕΙΣ ΤΗΝ ΞΑΝΘΗΝ bbox=[129, 278, 246, 293]
headline: ΜΕΤΑΘΕΣΕΙΣ ΥΠΑΛΛΗΛΩΝ ΟΙΚΟΝΟΜΙΚΩΝ ΕΦΟΡΙΩΝ ΕΔΗΜΟΣΙΕΥΘΗΣΑΝ ΕΙΣ ΤΗΝ «ΕΦΗΜΕΡΙΔΑ ΚΥΒΕΡΝΗΣΕΩΣ» bbox=[1221, 332, 1508, 413]
article-body: ΒΕΡΟΙΑ, 2.— Εἰς τὴν αἴθουσαν τοῦ ἐργατικοῦ κέντρου θὰ γίνῃ σήμερον ἡ ἑορτὴ τῆς Πρωτομαγιᾶς. Πρὸς τοὺς συγκεντρωθέντας θὰ ὁμιλήσῃ ὁ πρόεδρος τοῦ κέντρου κ. Χατζηγεωργίου, ὁ ὁποῖος θὰ ἀναφερθῇ εἰς τὴν σημασίαν τῆς ἡμέρας διὰ τοὺς ἐργαζομένους. bbox=[377, 411, 575, 515]
rate-value: 30.10 bbox=[103, 691, 133, 702]
rate-value: 5.918 bbox=[150, 822, 181, 834]
currency-name: Κοπεγχάγη bbox=[8, 810, 62, 822]
headline: ΑΙ ΠΡΟΣΛΗΨΕΙΣ ΥΠΑΛΛΗΛΩΝ ΚΑΘ' ΥΠΕΡΒΑΣΙΝ ΔΙΑ ΤΑΣ ΥΠΗΡΕΣΙΑΣ ΤΗΣ ΕΘΝΙΚΗΣ ΤΡΑΠΕΖΗΣ bbox=[12, 859, 363, 920]
headline: ΠΥΡΚΑΪΑ ΣΕ ΑΠΟΘΗΚΗ ΤΟΥ ΟΑΣΘ bbox=[983, 1261, 1174, 1290]
currency-name: Ὄσλο bbox=[8, 822, 32, 834]
headline: Ο ΝΕΑΡΟΣ ΛΕΙΒΑΔΑΣ ΚΑΤΕΠΕΣΕ ΣΤΟ ΚΕΝΟ ΕΝΩ ΠΡΟΣΠΑΘΟΥΣΕ ΝΑ ΔΗ ΤΗΝ ΦΙΛΗ ΤΟΥ bbox=[11, 1080, 364, 1141]
exchange-row bbox=[192, 692, 369, 703]
article-body: Ὁ νεαρὸς ἐπεχείρησε νὰ ἀναρριχηθῇ εἰς τὸν ἐξώστην τῆς οἰκίας διὰ νὰ συναντήσῃ τὴν φίλην του, ὅταν ἔχασε τὴν ἰσορροπίαν του καὶ κατέπεσεν εἰς τὸ κενόν. Μετεφέρθη ἀμέσως εἰς τὸ νοσοκομεῖον τῆς πόλεως, ὅπου ὅμως ἐξέπνευσε μετ' ὀλίγον. Ἡ ἀστυνομία διενεργεῖ ἀνακρίσεις διὰ τὴν ἐξακρίβωσιν τῶν συνθηκῶν τοῦ δυστυχήματος. Κατὰ τὴν διάρκειαν τῆς νυκτὸς εἶχε προηγηθῇ φιλονικία μεταξὺ τῶν οἰκείων τῆς νεάνιδος καὶ τοῦ θύματος. bbox=[6, 1159, 369, 1263]
article-veria bbox=[377, 394, 575, 517]
article-body: ΠΕΚΙΝΟΝ, 2. (Ῥόυτερ).— Ἡ σύζυγος τοῦ προέδρου Μάο Τσὲ Τούνγκ, Τσιὰνγκ Τσίνγκ, ἐνεφανίσθη χθὲς εἰς τὸ Πεκῖνον κατὰ τὰς ἑορτὰς τῆς Πρωτομαγιᾶς, μετὰ μακρὰν ἀπουσίαν ἀπὸ δημοσίας ἐκδηλώσεις. bbox=[980, 807, 1177, 885]
article-seminar bbox=[1166, 67, 1563, 320]
article-body: ΤΟΚΙΟΝ, 2. (Ῥόυτερ).— Ἡ ἀστυνομία συνέλαβε ἄνδρα ὁ ὁποῖος ἔρριψεν ἐντομοκτόνον εἰς ὁμάδα Κινέζων ἐπισκεπτῶν. bbox=[980, 1083, 1177, 1135]
headline: ΤΟΝ ΔΑΓΚΑΣΕ ΣΚΥΛΙ ΣΤΟ ΠΟΔΙ bbox=[390, 1313, 562, 1342]
article-body: Ἡ ἐπιτροπὴ θὰ ἐξετάσῃ τὰς ὑποβληθείσας αἰτήσεις καὶ θὰ ἀποφανθῇ ἐντὸς τοῦ μηνός. Τὰ ἐνδιαφερόμενα μέρη καλοῦνται νὰ προσέλθουν μετὰ τῶν σχετικῶν ἐγγράφων. Ἐπεκράτησε ἡ ἄποψις ὅτι αἱ κατασχέσεις πρέπει νὰ ἀνασταλοῦν μέχρι τῆς ὁριστικῆς ῥυθμίσεως τοῦ ζητήματος. bbox=[377, 1543, 575, 1660]
headline: ΟΙ ΑΥΣΤΡΑΛΟΙ ΘΑ ΜΠΟΫΚΟΤΑΡΟΥΝ ΓΑΛΛΙΚΑ ΠΛΟΙΑ bbox=[987, 617, 1170, 659]
article-vietnam bbox=[980, 41, 1177, 308]
article-body: Ὁλοκληρώθησαν αἱ προετοιμασίαι διὰ τὸν ἑορτασμὸν τῆς ἐργατικῆς Πρωτομαγιᾶς, ὁ ὁποῖος θὰ γίνει εἰς τὸ θέατρον τοῦ Βασιλικοῦ Κήπου σήμερον τὴν 9ην π.μ. εἰς τὸ ἐργατικὸν κέντρον, διὰ συγκεντρώσεως τῶν ἐργατῶν καὶ ὑπαλλήλων τῆς Θεσσαλονίκης. Ἐκεῖ θὰ ὁμιλήσουν οἱ ἐκπρόσωποι τῶν ἐργατικῶν κέντρων, ἐνῶ θὰ ἀναγνωσθῇ καὶ ψήφισμα. Μετὰ τὴν συγκέντρωσιν θὰ γίνῃ κατάθεσις στεφάνων εἰς τὸ μνημεῖον τοῦ ἀγνώστου ἐργάτου. Ὑπὸ τοῦ ἐργατικοῦ κέντρου ἐξεδόθη ἀνακοίνωσις διὰ τῆς ὁποίας καλοῦνται ὅλοι οἱ ἐργαζόμενοι νὰ μετάσχουν εἰς τὸν ἑορτασμόν. Τὴν ἰδίαν ὥραν θὰ γίνουν ἐκδηλώσεις καὶ εἰς ὅλας τὰς πόλεις τῆς Μακεδονίας καὶ τῆς Θράκης. bbox=[6, 120, 369, 277]
article-body: ΑΘΗΝΑΙ, 2.— Διὰ διατάγματος διορίζονται εἰς τὸ Πανεπιστήμιον Ἀθηνῶν ὡς τακτικοὶ καθηγηταί οἱ ἐκλεγέντες ὑπὸ τῆς συγκλήτου κ.κ. Παπαδόπουλος καὶ Σπυρόπουλος. bbox=[377, 1241, 575, 1306]
headline: 465.528 ΕΠΙΒΑΤΑΙ ΚΑΙ 66.176 ΟΧΗΜΑΤΑ ΔΙΕΚΙΝΗΘΗΣΑΝ ΔΙ' ΑΚΤΟΠΛΟΪΚΩΝ ΣΚΑΦΩΝ bbox=[1169, 807, 1560, 868]
student-names: Ἀλ. Σουλελάκη Χαράλαμ., Ἀλ. Χατζῆ Ἐριφύλης, Ἀρσενίδης Ἀντώνιος, Βασιλείου Ἀναστάσιος, Γεωργίου Γεώργιος, Δημητρίου Νικόλαος, Ἐλευθεριάδης Εὐάγγελος, Ζαχαρίου Μαρία, Ἠλιάδης Κωνσταντῖνος, Θεοδωρίδης Χρῆστος, Ἰωαννίδου Ἑλένη, Καραγιάννης Στυλιανός, Λαζαρίδης Παναγιώτης, Μαυρίδης Ἀλέξανδρος, Νικολαΐδης Δημήτριος, Οἰκονόμου Σοφία, Παπαδόπουλος Ἰωάννης, Ῥαπτόπουλος Γεώργιος, Σαββίδης Ἀθανάσιος, Τσιρίκος Μιχαήλ, Φωτίου Εὐαγγελία, Χριστοδούλου Ἀναστασία, Ψαρρᾶς Νικόλαος. bbox=[585, 438, 972, 568]
article-antiaircraft bbox=[377, 1669, 575, 1831]
continuation-label: ΣΥΝΕΧΕΙΑ ΕΚ ΤΗΣ 1ΗΣ ΣΕΛ. bbox=[108, 1144, 267, 1157]
article-students bbox=[585, 41, 972, 569]
exchange-row bbox=[6, 692, 183, 703]
kicker: Ἡ σπουδάζουσα νεολαία bbox=[672, 41, 885, 61]
article-body: ΚΟΛΩΝΙΑ, 2. (Ἰδ. Ὑπηρ.).— Ἡ συνεταιριστικὴ ἑταιρεία τῆς Φρανκφούρτης ὠργάνωσε σεμινάριον εἰς τὸ ὁποῖον μετεῖχον ἐκπρόσωποι ὀργανώσεων ἀλλοδαπῶν ἐργατῶν, μεταξὺ τῶν ὁποίων καὶ Ἕλληνες. Ἐξητάσθησαν τὰ προβλήματα στεγάσεως, ἐκπαιδεύσεως τῶν τέκνων καὶ κοινωνικῆς ἀσφαλίσεως τῶν ἐργαζομένων. Ὁ Ἕλλην ἐκπρόσωπος ἀνεφέρθη εἰς τὰς δυσκολίας τὰς ὁποίας ἀντιμετωπίζουν οἱ Ἕλληνες μετανάσται καὶ ἐζήτησε τὴν λῆψιν μέτρων διὰ τὴν βελτίωσιν τῶν συνθηκῶν διαβιώσεως. Ἀπεφασίσθη ἡ σύστασις μονίμου ἐπιτροπῆς ἡ ὁποία θὰ παρακολουθῇ τὰ προβλήματα. Κατὰ τὸ σεμινάριον ὡμίλησαν ἐπίσης ἐκπρόσωποι τῶν γερμανικῶν συνδικάτων καὶ τῆς ὁμοσπονδιακῆς κυβερνήσεως, οἱ ὁποῖοι ὑπεσχέθησαν τὴν ἐξέτασιν τῶν αἰτημάτων. Τὰ πορίσματα θὰ ὑποβληθοῦν εἰς τὰς ἁρμοδίας ἀρχὰς τῶν δύο χωρῶν. bbox=[1166, 149, 1563, 319]
headline: ΔΥΤΙΚΟΓΕΡΜΑΝΙΚΗ ΟΡΕΙΒΑΤΙΚΗ ΑΠΟΣΤΟΛΗ ΑΝΗΛΘΕΝ ΕΙΣ ΤΗΝ ΚΟΡΥΦΗΝ ΜΑΝΑΣΛΟΥ bbox=[1166, 1041, 1563, 1102]
article-ferries bbox=[1166, 808, 1563, 1028]
headline: ΑΠΕΡΓΙΑ ΠΕΙΝΗΣ ΥΠΕΡ ΤΩΝ ΡΩΣΣΟΕΒΡΑΙΩΝ ΕΙΣ ΙΕΡΟΥΣΑΛΗΜ bbox=[983, 893, 1174, 936]
rate-value: 10.771 bbox=[285, 739, 321, 750]
exchange-row bbox=[6, 715, 183, 727]
article-nigeria bbox=[980, 488, 1177, 610]
headline: ΔΙΑΒΗΜΑ ΤΟΥ ΙΣΡΑΗΛ ΔΙΑ ΤΟΥΣ ΕΒΡΑΙΟΥΣ ΕΙΣ ΙΡΑΚ ΚΑΙ ΣΥΡΙΑΝ bbox=[988, 1142, 1169, 1185]
exchange-row bbox=[6, 775, 183, 787]
exchange-row bbox=[6, 835, 183, 847]
exchange-row bbox=[192, 739, 369, 750]
currency-name: Ἐσκούδο bbox=[194, 822, 236, 834]
column-3 bbox=[585, 39, 972, 2324]
rate-value: 29.85 bbox=[290, 679, 321, 691]
article-ika-promotions bbox=[585, 586, 972, 796]
article-exchange-rates bbox=[6, 570, 369, 847]
article-piraeus bbox=[377, 264, 575, 387]
headline: ΔΙΑΛΕΞΙΣ ΕΙΣ ΞΑΝΘΗΝ bbox=[400, 1026, 551, 1042]
